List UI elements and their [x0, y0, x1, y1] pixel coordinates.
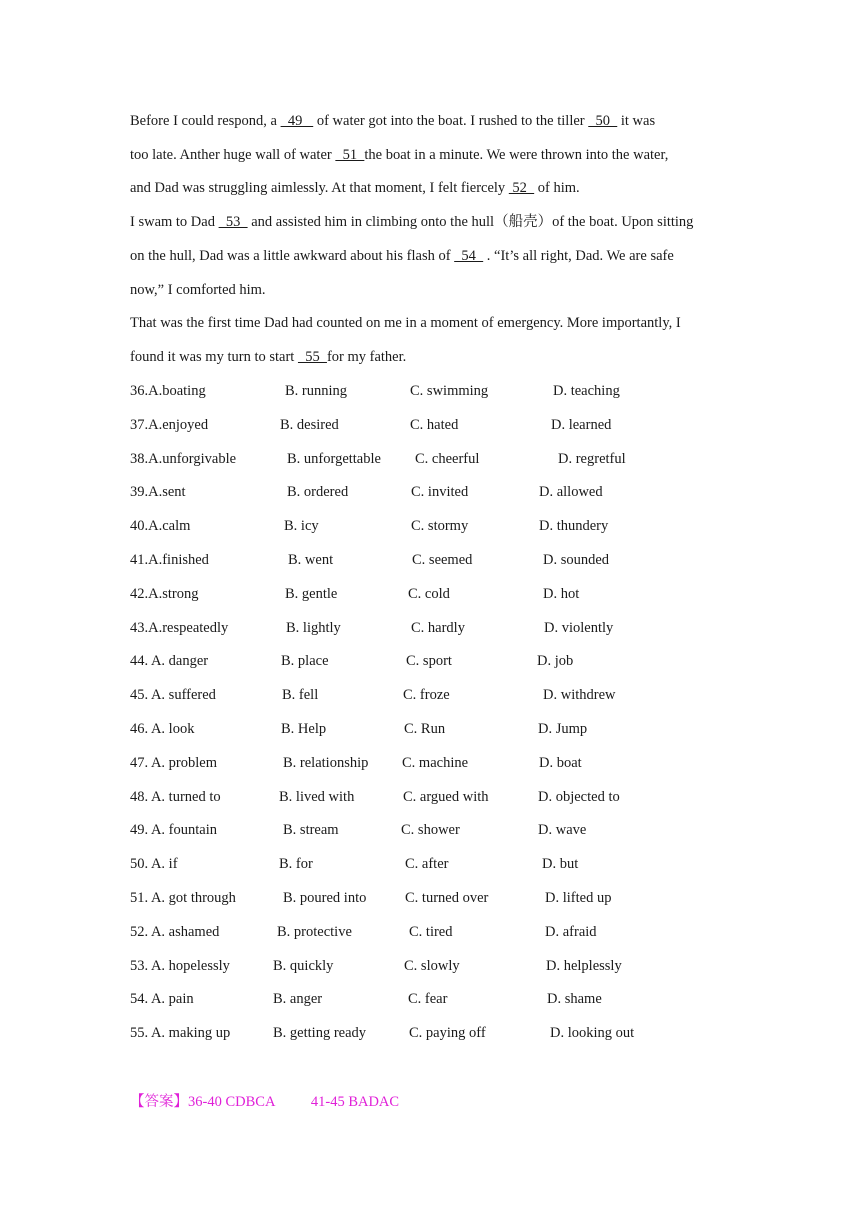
option-d: D. lifted up	[545, 889, 612, 906]
question-row	[130, 645, 750, 679]
option-a: 50. A. if	[130, 856, 178, 873]
option-d: D. wave	[538, 822, 587, 839]
option-d: D. thundery	[539, 518, 609, 535]
option-b: B. stream	[283, 822, 339, 839]
option-d: D. boat	[539, 754, 582, 771]
option-b: B. desired	[280, 416, 339, 433]
passage-text: of water got into the boat. I rushed to the tiller	[313, 113, 589, 129]
option-a: 39.A.sent	[130, 484, 186, 501]
question-row	[130, 510, 750, 544]
passage-text: That was the first time Dad had counted on me in a moment of emergency. More importantly, I	[130, 315, 681, 332]
option-a: 47. A. problem	[130, 754, 217, 771]
option-b: B. anger	[273, 991, 323, 1008]
question-row	[130, 375, 750, 409]
question-row	[130, 679, 750, 713]
option-b: B. relationship	[283, 754, 369, 771]
option-b: B. gentle	[285, 585, 338, 602]
option-c: C. stormy	[411, 518, 469, 535]
option-d: D. objected to	[538, 788, 620, 805]
passage-line	[130, 341, 740, 375]
passage-line	[130, 274, 740, 308]
passage-text: I swam to Dad	[130, 214, 219, 231]
option-b: B. for	[279, 856, 313, 873]
passage-text: the boat in a minute. We were thrown into the water,	[364, 146, 669, 163]
blank-49: 49	[280, 113, 314, 129]
question-row	[130, 848, 750, 882]
option-a: 38.A.unforgivable	[130, 450, 237, 467]
option-c: C. invited	[411, 484, 469, 501]
passage-text: . “It’s all right, Dad. We are safe	[483, 247, 674, 264]
option-d: D. shame	[547, 991, 602, 1008]
option-c: C. turned over	[405, 889, 489, 906]
answer-key: 【答案】36-40 CDBCA 41-45 BADAC	[130, 1094, 400, 1110]
option-c: C. hardly	[411, 619, 465, 636]
option-d: D. job	[537, 653, 574, 670]
question-row	[130, 409, 750, 443]
option-b: B. lived with	[279, 788, 355, 805]
option-d: D. afraid	[545, 923, 597, 940]
option-b: B. unforgettable	[287, 450, 381, 467]
option-c: C. sport	[406, 653, 452, 670]
passage-line	[130, 206, 740, 240]
passage-text: and Dad was struggling aimlessly. At that moment, I felt fiercely	[130, 180, 509, 197]
option-a: 45. A. suffered	[130, 687, 216, 704]
option-b: B. lightly	[286, 619, 341, 636]
option-a: 41.A.finished	[130, 551, 209, 568]
option-b: B. went	[288, 551, 334, 568]
option-b: B. fell	[282, 687, 319, 704]
question-row	[130, 882, 750, 916]
option-a: 40.A.calm	[130, 518, 191, 535]
question-row	[130, 747, 750, 781]
option-d: D. Jump	[538, 720, 588, 737]
option-c: C. slowly	[404, 957, 460, 974]
option-c: C. cheerful	[415, 450, 480, 467]
question-row	[130, 1017, 750, 1051]
passage-text: now,” I comforted him.	[130, 281, 266, 298]
passage	[130, 105, 740, 375]
option-a: 46. A. look	[130, 720, 195, 737]
question-row	[130, 781, 750, 815]
question-row	[130, 476, 750, 510]
option-d: D. helplessly	[546, 957, 622, 974]
options-list	[130, 375, 750, 1051]
question-row	[130, 983, 750, 1017]
blank-53: 53	[218, 214, 248, 231]
option-c: C. machine	[402, 754, 469, 771]
option-b: B. icy	[284, 518, 319, 535]
question-row	[130, 544, 750, 578]
question-row	[130, 814, 750, 848]
option-a: 55. A. making up	[130, 1025, 231, 1042]
passage-text: of him.	[534, 180, 580, 197]
option-d: D. allowed	[539, 484, 603, 501]
option-a: 51. A. got through	[130, 889, 236, 906]
option-d: D. withdrew	[543, 687, 616, 704]
option-c: C. cold	[408, 585, 450, 602]
option-d: D. regretful	[558, 450, 626, 467]
option-a: 43.A.respeatedly	[130, 619, 229, 636]
blank-52: 52	[508, 180, 535, 197]
option-a: 44. A. danger	[130, 653, 209, 670]
option-d: D. violently	[544, 619, 614, 636]
option-b: B. quickly	[273, 957, 334, 974]
option-b: B. place	[281, 653, 329, 670]
passage-line	[130, 172, 740, 206]
option-a: 54. A. pain	[130, 991, 194, 1008]
blank-50: 50	[588, 113, 618, 129]
option-d: D. looking out	[550, 1025, 635, 1042]
option-d: D. sounded	[543, 551, 610, 568]
passage-text: Before I could respond, a	[130, 113, 281, 129]
option-a: 36.A.boating	[130, 383, 206, 399]
blank-55: 55	[297, 348, 327, 365]
option-c: C. paying off	[409, 1025, 486, 1042]
option-d: D. but	[542, 856, 579, 873]
question-row	[130, 578, 750, 612]
option-b: B. poured into	[283, 889, 367, 906]
option-b: B. running	[285, 383, 348, 399]
option-a: 42.A.strong	[130, 585, 199, 602]
passage-line	[130, 139, 740, 173]
option-c: C. froze	[403, 687, 450, 704]
passage-text: found it was my turn to start	[130, 348, 298, 365]
passage-text: and assisted him in climbing onto the hull（船壳）of the boat. Upon sitting	[247, 214, 694, 231]
option-d: D. hot	[543, 585, 580, 602]
question-row	[130, 916, 750, 950]
option-b: B. Help	[281, 720, 327, 737]
passage-text: it was	[617, 113, 656, 129]
option-b: B. protective	[277, 923, 352, 940]
option-a: 52. A. ashamed	[130, 923, 220, 940]
question-row	[130, 443, 750, 477]
option-a: 53. A. hopelessly	[130, 957, 230, 974]
option-c: C. Run	[404, 720, 446, 737]
option-b: B. getting ready	[273, 1025, 367, 1042]
option-b: B. ordered	[287, 484, 349, 501]
passage-line	[130, 240, 740, 274]
question-row	[130, 950, 750, 984]
passage-text: on the hull, Dad was a little awkward about his flash of	[130, 247, 455, 264]
question-row	[130, 612, 750, 646]
passage-line	[130, 307, 740, 341]
option-d: D. teaching	[553, 383, 620, 399]
option-a: 48. A. turned to	[130, 788, 221, 805]
option-a: 37.A.enjoyed	[130, 416, 209, 433]
passage-text: too late. Anther huge wall of water	[130, 146, 336, 163]
option-c: C. shower	[401, 822, 460, 839]
option-c: C. hated	[410, 416, 459, 433]
option-c: C. tired	[409, 923, 453, 940]
option-c: C. swimming	[410, 383, 489, 399]
option-c: C. fear	[408, 991, 448, 1008]
passage-line	[130, 105, 740, 139]
passage-text: for my father.	[326, 348, 407, 365]
blank-51: 51	[335, 146, 365, 163]
option-a: 49. A. fountain	[130, 822, 217, 839]
option-c: C. argued with	[403, 788, 489, 805]
blank-54: 54	[454, 247, 484, 264]
option-d: D. learned	[551, 416, 612, 433]
option-c: C. after	[405, 856, 449, 873]
option-c: C. seemed	[412, 551, 473, 568]
question-row	[130, 713, 750, 747]
